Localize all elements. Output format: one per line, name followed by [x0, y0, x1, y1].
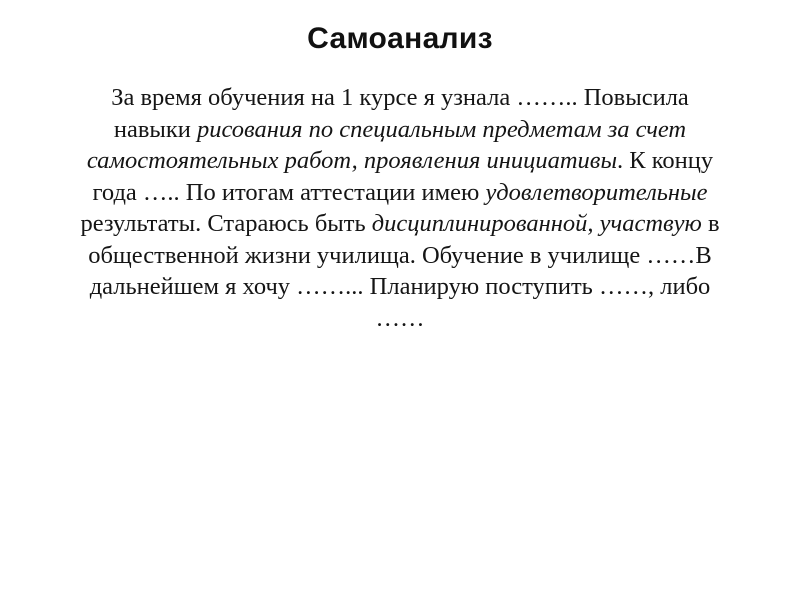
italic-text-run: дисциплинированной, участвую [371, 210, 702, 237]
paragraph-line [28, 82, 772, 114]
text-run: общественной жизни училища. Обучение в училище ……В [88, 241, 712, 269]
text-run: года ….. По итогам аттестации имею [92, 178, 486, 206]
paragraph-line [28, 303, 772, 335]
text-run: в [701, 210, 720, 237]
slide-title: Самоанализ [307, 22, 493, 55]
text-run: дальнейшем я хочу ……... Планирую поступить ……, либо [89, 273, 711, 300]
paragraph-line [28, 208, 772, 240]
paragraph-line [28, 114, 772, 146]
italic-text-run: самостоятельных работ, проявления инициативы [86, 147, 618, 174]
text-run: результаты. Стараюсь быть [80, 210, 372, 237]
paragraph-line [28, 145, 772, 177]
italic-text-run: удовлетворительные [485, 178, 708, 206]
italic-text-run: рисования по специальным предметам за счет [197, 115, 687, 143]
self-analysis-paragraph [28, 82, 772, 334]
text-run: За время обучения на 1 курсе я узнала …….. Повысила [111, 84, 689, 111]
text-run: навыки [113, 115, 197, 143]
paragraph-line [28, 271, 772, 303]
paragraph-line [28, 240, 772, 272]
text-run: . К концу [617, 147, 714, 174]
paragraph-line [28, 177, 772, 209]
text-run: …… [375, 304, 425, 332]
